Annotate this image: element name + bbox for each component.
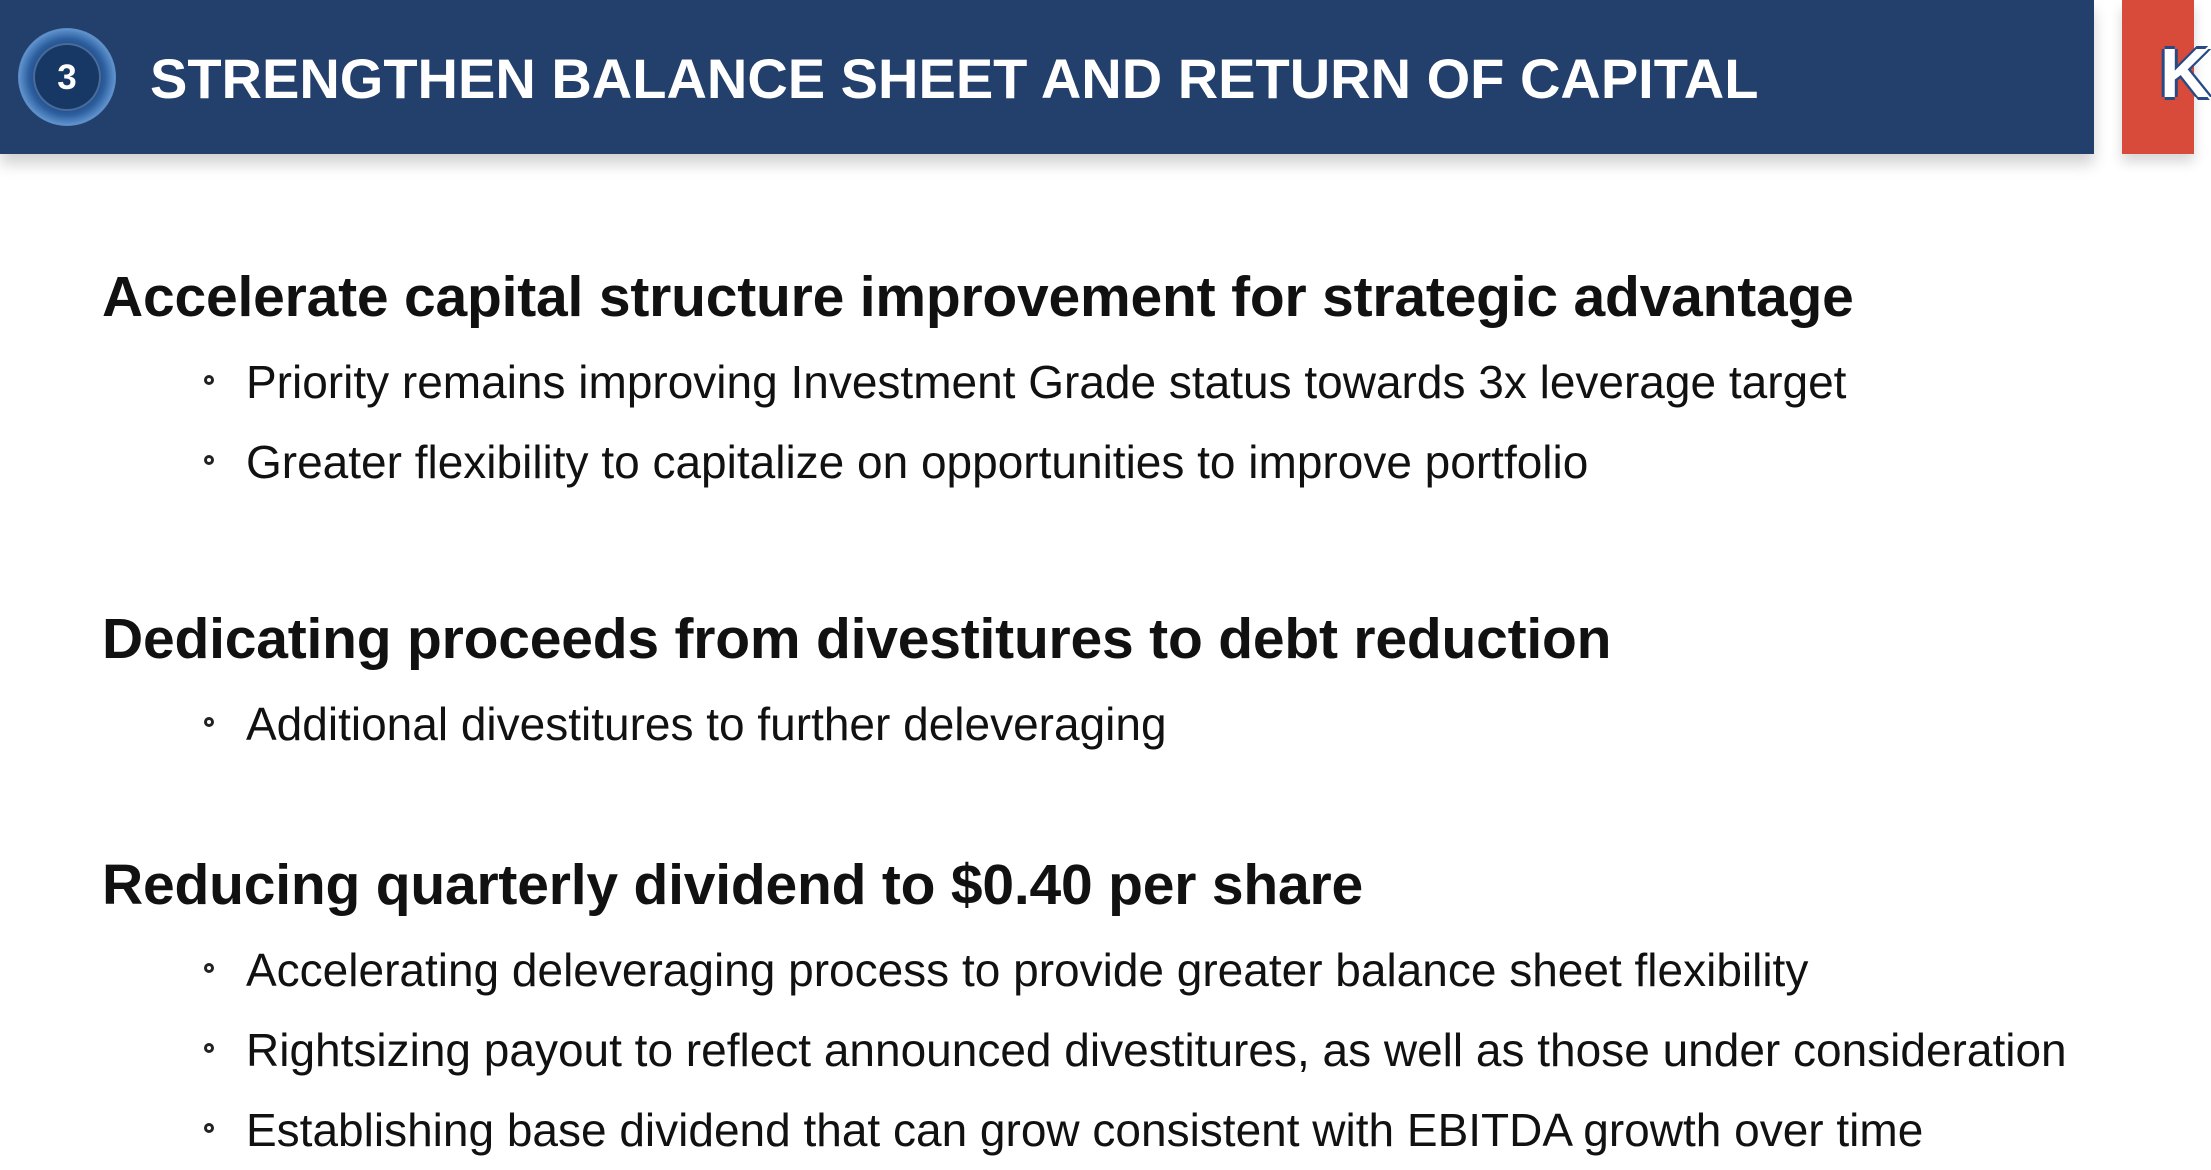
main-content xyxy=(102,262,2182,1170)
bullet-icon xyxy=(204,1123,214,1133)
bullet-text: Greater flexibility to capitalize on opportunities to improve portfolio xyxy=(246,436,1589,488)
list-item xyxy=(246,342,2182,422)
section-capital-structure xyxy=(102,262,2182,502)
bullet-text: Establishing base dividend that can grow consistent with EBITDA growth over time xyxy=(246,1104,1924,1156)
bullet-list xyxy=(102,684,2182,764)
bullet-text: Additional divestitures to further deleveraging xyxy=(246,698,1167,750)
list-item xyxy=(246,422,2182,502)
bullet-text: Accelerating deleveraging process to provide greater balance sheet flexibility xyxy=(246,944,1809,996)
list-item xyxy=(246,684,2182,764)
section-dividend xyxy=(102,850,2182,1170)
list-item xyxy=(246,1010,2182,1090)
page-title: STRENGTHEN BALANCE SHEET AND RETURN OF CAPITAL xyxy=(150,47,1759,110)
header-bar xyxy=(0,0,2094,154)
section-debt-reduction xyxy=(102,604,2182,764)
bullet-text: Rightsizing payout to reflect announced divestitures, as well as those under consideration xyxy=(246,1024,2067,1076)
bullet-icon xyxy=(204,455,214,465)
brand-logo-tab xyxy=(2122,0,2211,154)
step-number: 3 xyxy=(57,57,77,97)
step-badge xyxy=(18,28,116,126)
bullet-icon xyxy=(204,375,214,385)
brand-logo-letter: K xyxy=(2160,34,2211,112)
bullet-list xyxy=(102,930,2182,1170)
bullet-list xyxy=(102,342,2182,502)
list-item xyxy=(246,1090,2182,1170)
bullet-icon xyxy=(204,963,214,973)
list-item xyxy=(246,930,2182,1010)
bullet-text: Priority remains improving Investment Grade status towards 3x leverage target xyxy=(246,356,1847,408)
bullet-icon xyxy=(204,717,214,727)
section-title: Accelerate capital structure improvement for strategic advantage xyxy=(102,265,1854,329)
step-badge-inner xyxy=(33,43,101,111)
bullet-icon xyxy=(204,1043,214,1053)
section-title: Dedicating proceeds from divestitures to debt reduction xyxy=(102,607,1612,671)
section-title: Reducing quarterly dividend to $0.40 per share xyxy=(102,853,1363,917)
